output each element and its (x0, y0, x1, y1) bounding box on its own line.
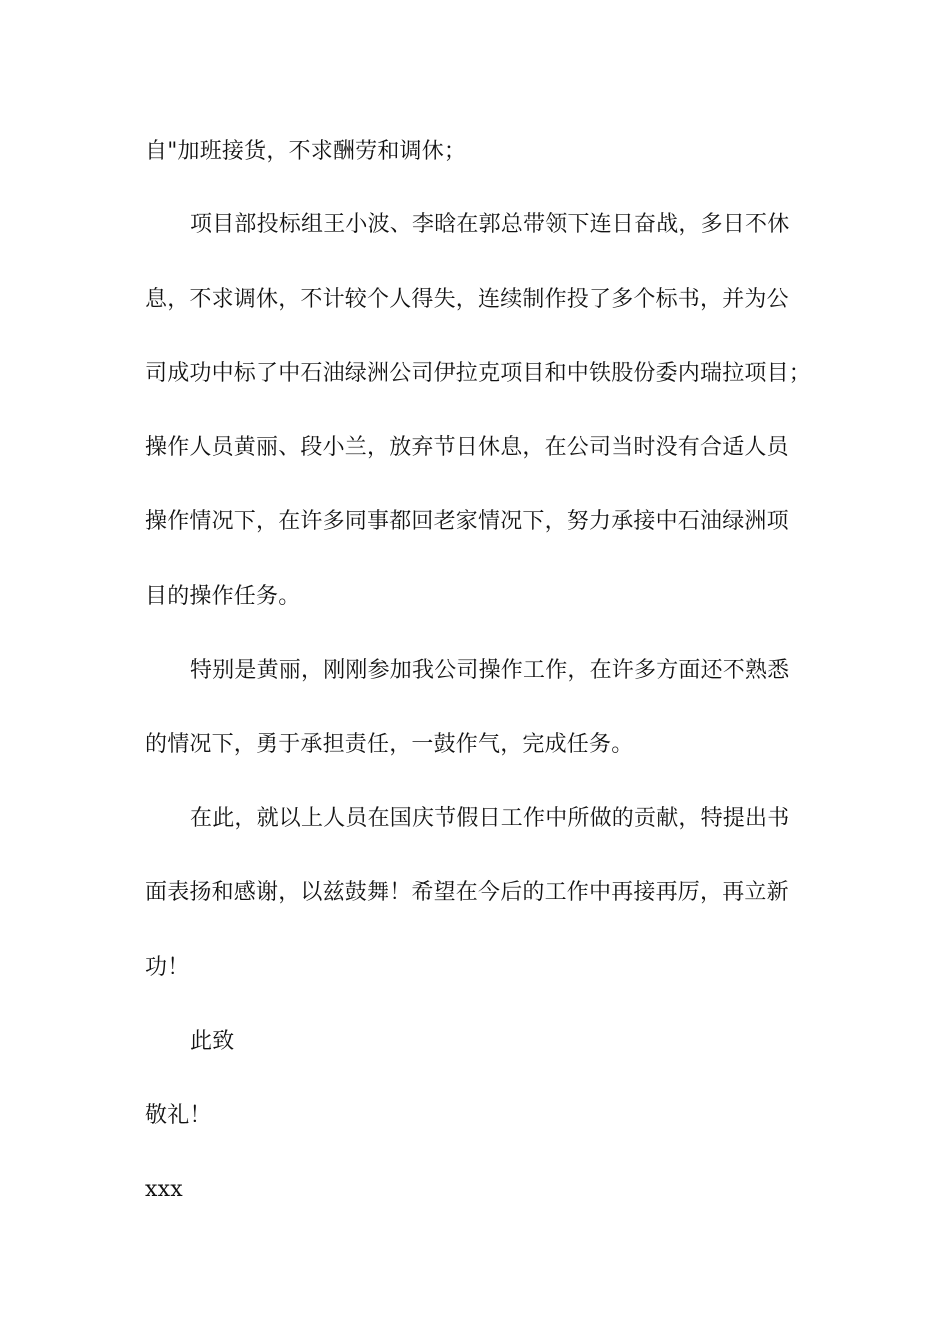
closing-salutation: 此致 (190, 1029, 235, 1054)
text-line: 目的操作任务。 (145, 584, 301, 609)
text-line: 的情况下，勇于承担责任，一鼓作气，完成任务。 (145, 732, 634, 757)
text-line: 功！ (145, 955, 190, 980)
text-line: 司成功中标了中石油绿洲公司伊拉克项目和中铁股份委内瑞拉项目； (145, 361, 812, 386)
signature: xxx (145, 1177, 183, 1202)
text-line: 息，不求调休，不计较个人得失，连续制作投了多个标书，并为公 (145, 287, 789, 312)
text-line: 面表扬和感谢，以兹鼓舞！希望在今后的工作中再接再厉，再立新 (145, 880, 789, 905)
paragraph-start-line: 特别是黄丽，刚刚参加我公司操作工作，在许多方面还不熟悉 (190, 658, 790, 683)
text-line: 操作人员黄丽、段小兰，放弃节日休息，在公司当时没有合适人员 (145, 435, 789, 460)
text-line: 自"加班接货，不求酬劳和调休； (145, 139, 467, 164)
paragraph-start-line: 在此，就以上人员在国庆节假日工作中所做的贡献，特提出书 (190, 806, 790, 831)
paragraph-start-line: 项目部投标组王小波、李晗在郭总带领下连日奋战，多日不休 (190, 212, 790, 237)
closing-regards: 敬礼！ (145, 1103, 212, 1128)
text-line: 操作情况下，在许多同事都回老家情况下，努力承接中石油绿洲项 (145, 509, 789, 534)
